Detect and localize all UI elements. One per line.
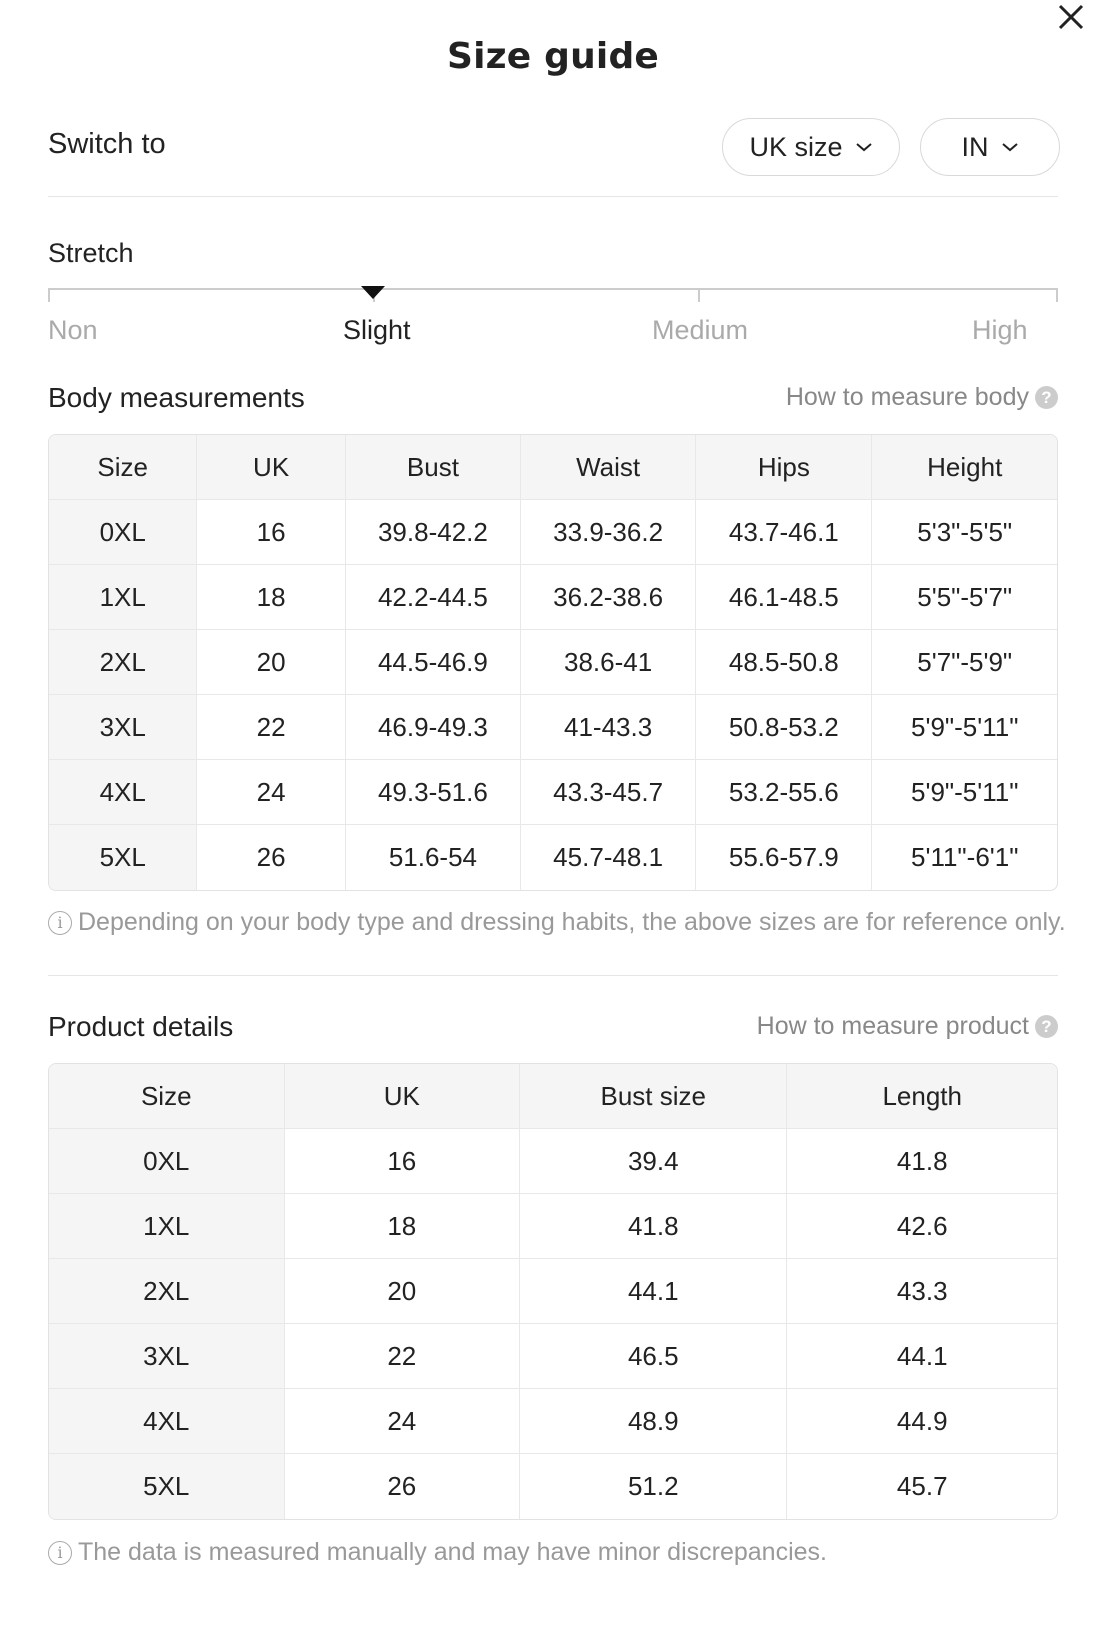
unit-value: IN (961, 131, 989, 162)
table-cell: 20 (285, 1259, 520, 1324)
table-cell: 39.4 (520, 1129, 787, 1194)
table-cell: 33.9-36.2 (521, 500, 696, 565)
table-cell: 42.6 (787, 1194, 1057, 1259)
stretch-line (48, 288, 1058, 290)
table-row (49, 1389, 1057, 1454)
stretch-tick (48, 288, 50, 302)
table-row (49, 1324, 1057, 1389)
column-header: Length (787, 1064, 1057, 1129)
table-cell: 5'7"-5'9" (872, 630, 1057, 695)
column-header: Bust size (520, 1064, 787, 1129)
body-note (48, 908, 1066, 937)
table-cell: 1XL (49, 1194, 285, 1259)
table-cell: 20 (197, 630, 345, 695)
stretch-tick (698, 288, 700, 302)
table-cell: 45.7 (896, 1471, 948, 1501)
table-cell: 45.7-48.1 (521, 825, 696, 890)
table-row (49, 1194, 1057, 1259)
body-measurements-title: Body measurements (48, 382, 305, 413)
table-cell: 5'5"-5'7" (872, 565, 1057, 630)
table-cell: 41.8 (520, 1194, 787, 1259)
switch-label: Switch to (48, 128, 166, 160)
table-header-row (49, 435, 1057, 500)
body-measurements-table (48, 434, 1058, 891)
column-header: UK (197, 435, 345, 500)
table-row (49, 1259, 1057, 1324)
table-cell: 48.9 (520, 1389, 787, 1454)
table-cell: 43.3 (787, 1259, 1057, 1324)
column-header: Size (49, 1064, 285, 1129)
table-cell: 26 (197, 825, 345, 890)
column-header: Size (49, 435, 197, 500)
table-cell: 3XL (49, 1324, 285, 1389)
table-row (49, 695, 1057, 760)
stretch-scale (48, 288, 1058, 304)
table-row (49, 500, 1057, 565)
table-cell: 43.3-45.7 (521, 760, 696, 825)
table-cell: 46.5 (520, 1324, 787, 1389)
table-cell: 44.1 (787, 1324, 1057, 1389)
how-to-measure-product-link[interactable] (757, 1012, 1058, 1041)
table-cell: 44.1 (520, 1259, 787, 1324)
stretch-level-non: Non (48, 315, 98, 345)
page-title: Size guide (446, 36, 660, 77)
size-system-value: UK size (749, 131, 843, 162)
table-row (49, 1129, 1057, 1194)
table-row (49, 565, 1057, 630)
table-cell: 5XL (49, 1454, 285, 1519)
stretch-tick (1056, 288, 1058, 302)
table-cell: 24 (197, 760, 345, 825)
close-button[interactable] (1052, 0, 1088, 36)
column-header: Hips (696, 435, 872, 500)
table-cell: 3XL (49, 695, 197, 760)
table-cell: 46.9-49.3 (346, 695, 521, 760)
table-cell: 5XL (49, 825, 197, 890)
table-cell: 46.1-48.5 (696, 565, 872, 630)
divider (48, 975, 1058, 976)
info-icon: i (48, 911, 72, 935)
how-to-measure-product-label: How to measure product (756, 1012, 1029, 1040)
table-cell: 41.8 (787, 1129, 1057, 1194)
column-header: Bust (346, 435, 521, 500)
stretch-label: Stretch (48, 238, 134, 268)
stretch-marker-icon (361, 286, 385, 299)
table-cell: 4XL (49, 760, 197, 825)
unit-dropdown[interactable] (920, 118, 1060, 176)
how-to-measure-body-label: How to measure body (785, 383, 1029, 411)
table-cell: 0XL (49, 1129, 285, 1194)
product-details-title: Product details (48, 1011, 234, 1042)
table-cell: 53.2-55.6 (696, 760, 872, 825)
product-note-text: The data is measured manually and may have minor discrepancies. (78, 1538, 827, 1566)
table-cell: 5'11"-6'1" (911, 842, 1019, 872)
table-cell: 2XL (49, 630, 197, 695)
table-cell: 39.8-42.2 (346, 500, 521, 565)
question-icon: ? (1035, 386, 1058, 409)
table-cell: 18 (197, 565, 345, 630)
body-note-text: Depending on your body type and dressing habits, the above sizes are for reference only. (78, 908, 1066, 936)
table-cell: 0XL (49, 500, 197, 565)
table-cell: 41-43.3 (521, 695, 696, 760)
table-cell: 5'9"-5'11" (872, 760, 1057, 825)
stretch-level-slight: Slight (343, 315, 411, 345)
table-cell: 49.3-51.6 (346, 760, 521, 825)
table-header-row (49, 1064, 1057, 1129)
divider (48, 196, 1058, 197)
table-cell: 36.2-38.6 (521, 565, 696, 630)
table-cell: 16 (197, 500, 345, 565)
switch-row (48, 118, 1058, 178)
stretch-level-medium: Medium (652, 315, 749, 345)
close-icon (1052, 0, 1088, 36)
table-cell: 16 (285, 1129, 520, 1194)
table-cell: 26 (285, 1454, 520, 1519)
product-details-table (48, 1063, 1058, 1520)
table-cell: 44.5-46.9 (346, 630, 521, 695)
table-cell: 43.7-46.1 (696, 500, 872, 565)
product-note (48, 1538, 827, 1567)
table-cell: 5'9"-5'11" (872, 695, 1057, 760)
table-cell: 5'3"-5'5" (872, 500, 1057, 565)
chevron-down-icon (855, 141, 873, 153)
table-cell: 55.6-57.9 (696, 825, 872, 890)
table-cell: 4XL (49, 1389, 285, 1454)
table-cell: 18 (285, 1194, 520, 1259)
table-cell: 42.2-44.5 (346, 565, 521, 630)
table-cell: 51.2 (520, 1454, 787, 1519)
table-cell: 2XL (49, 1259, 285, 1324)
size-system-dropdown[interactable] (722, 118, 900, 176)
table-row (49, 760, 1057, 825)
column-header: Height (872, 435, 1057, 500)
table-cell: 51.6-54 (346, 825, 521, 890)
table-cell: 44.9 (787, 1389, 1057, 1454)
info-icon: i (48, 1541, 72, 1565)
table-cell: 48.5-50.8 (696, 630, 872, 695)
how-to-measure-body-link[interactable] (786, 383, 1058, 412)
table-cell: 24 (285, 1389, 520, 1454)
chevron-down-icon (1001, 141, 1019, 153)
table-row (49, 630, 1057, 695)
table-row (49, 1454, 1057, 1519)
table-row (49, 825, 1057, 890)
table-cell: 22 (197, 695, 345, 760)
table-cell: 38.6-41 (521, 630, 696, 695)
stretch-level-high: High (972, 315, 1028, 345)
column-header: UK (285, 1064, 520, 1129)
column-header: Waist (521, 435, 696, 500)
table-cell: 1XL (49, 565, 197, 630)
table-cell: 22 (285, 1324, 520, 1389)
question-icon: ? (1035, 1015, 1058, 1038)
table-cell: 50.8-53.2 (696, 695, 872, 760)
